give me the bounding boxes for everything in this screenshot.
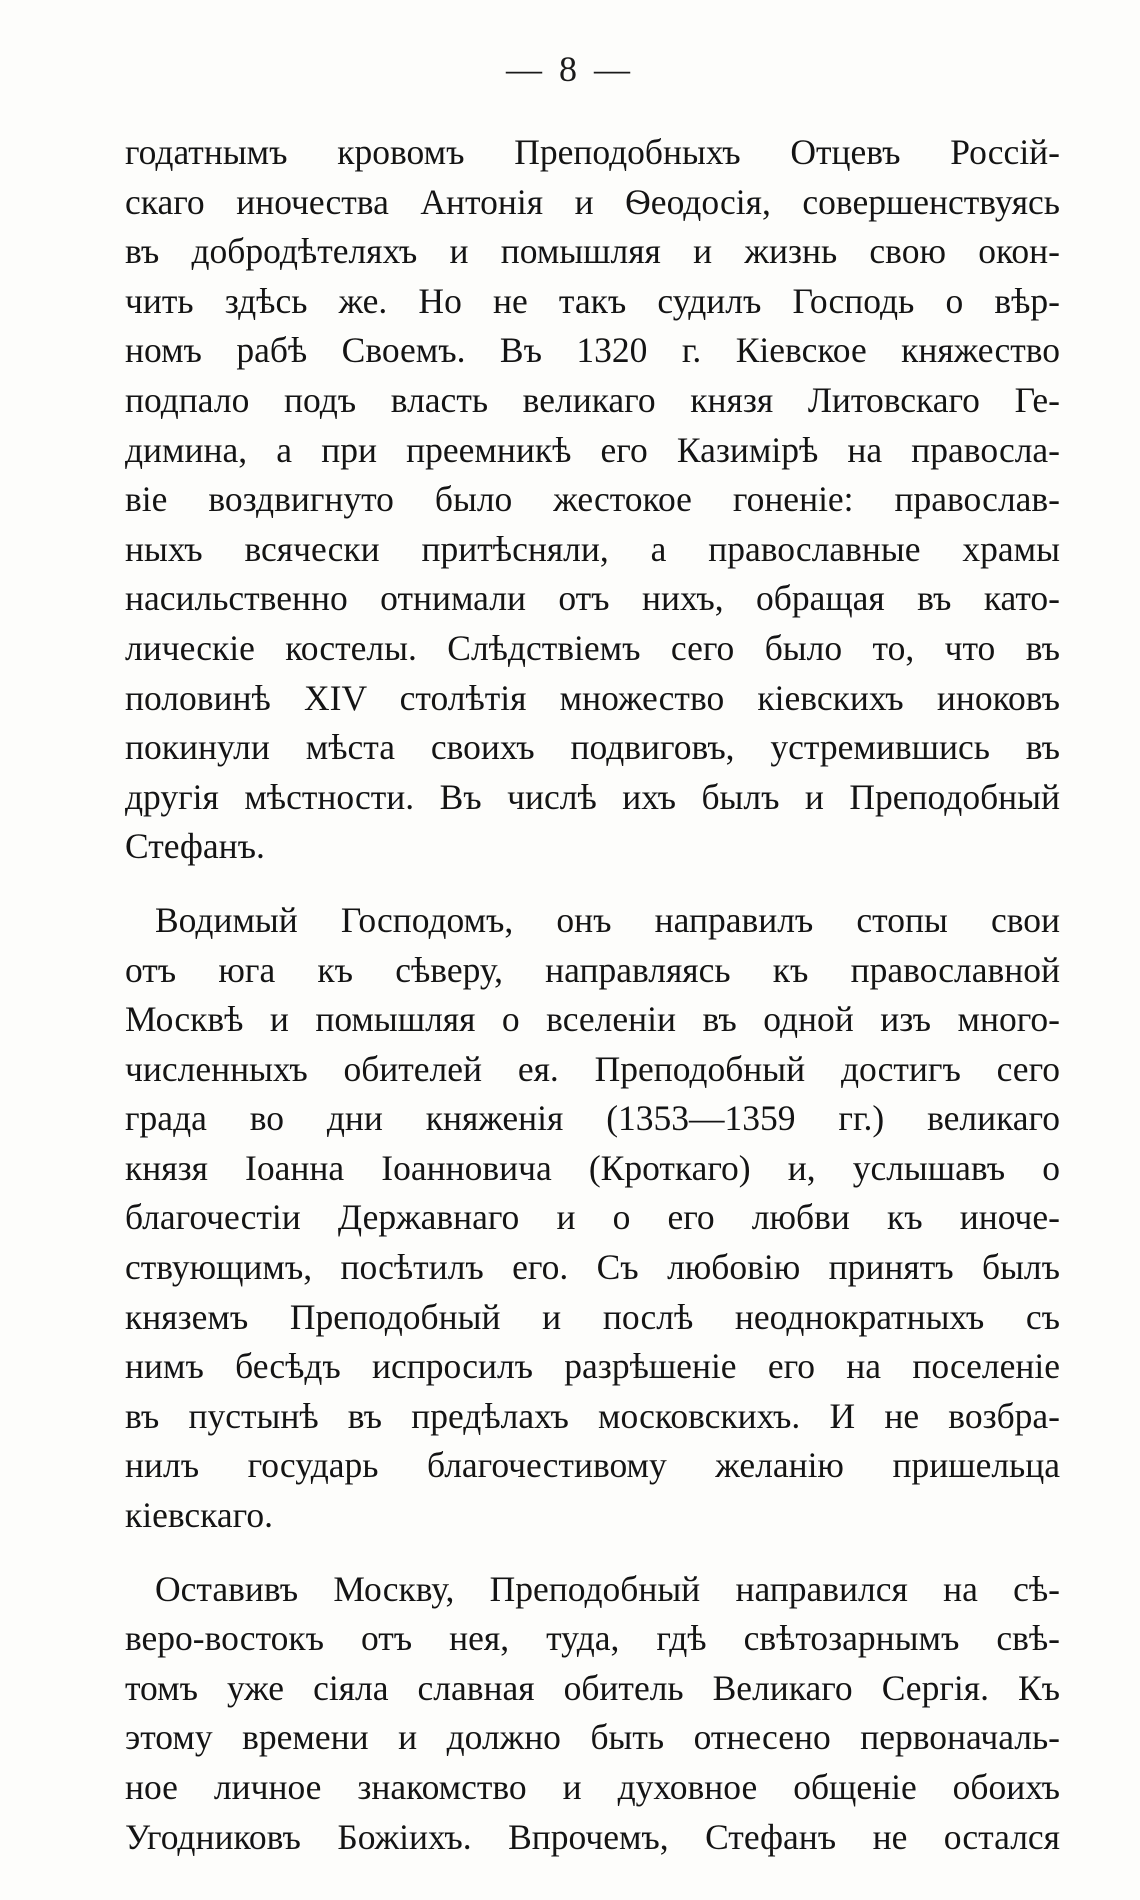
text-line: княземъ Преподобный и послѣ неоднократныхъ съ — [125, 1296, 1060, 1337]
text-line: въ пустынѣ въ предѣлахъ московскихъ. И не возбра- — [125, 1395, 1060, 1436]
paragraph-2 — [125, 896, 1060, 1541]
text-line: насильственно отнимали отъ нихъ, обращая въ като- — [125, 578, 1060, 619]
text-line: Водимый Господомъ, онъ направилъ стопы свои — [155, 899, 1060, 940]
text-line: Оставивъ Москву, Преподобный направился на сѣ- — [155, 1568, 1060, 1609]
text-line: чить здѣсь же. Но не такъ судилъ Господь о вѣр- — [125, 280, 1060, 321]
text-line: нимъ бесѣдъ испросилъ разрѣшеніе его на поселеніе — [125, 1346, 1060, 1387]
text-line: Москвѣ и помышляя о вселеніи въ одной изъ много- — [125, 999, 1060, 1040]
paragraph-3 — [125, 1565, 1060, 1863]
text-line: града во дни княженія (1353—1359 гг.) великаго — [125, 1098, 1060, 1139]
text-line: другія мѣстности. Въ числѣ ихъ былъ и Преподобный — [125, 776, 1060, 817]
text-line: князя Іоанна Іоанновича (Кроткаго) и, услышавъ о — [125, 1147, 1060, 1188]
text-line: годатнымъ кровомъ Преподобныхъ Отцевъ Россій- — [125, 132, 1060, 172]
text-line: половинѣ XIV столѣтія множество кіевскихъ иноковъ — [125, 677, 1060, 718]
text-line: віе воздвигнуто было жестокое гоненіе: православ- — [125, 479, 1060, 520]
text-line: Угодниковъ Божіихъ. Впрочемъ, Стефанъ не остался — [125, 1816, 1060, 1857]
text-line: кіевскаго. — [125, 1495, 273, 1536]
text-line: нилъ государь благочестивому желанію пришельца — [125, 1445, 1060, 1486]
text-line: въ добродѣтеляхъ и помышляя и жизнь свою окон- — [125, 231, 1060, 272]
text-line: томъ уже сіяла славная обитель Великаго Сергія. Къ — [125, 1667, 1060, 1708]
text-line: димина, а при преемникѣ его Казимірѣ на правосла- — [125, 429, 1060, 470]
body-text — [125, 128, 1060, 1886]
text-line: номъ рабѣ Своемъ. Въ 1320 г. Кіевское княжество — [125, 330, 1060, 371]
paragraph-1 — [125, 128, 1060, 872]
text-line: отъ юга къ сѣверу, направляясь къ православной — [125, 949, 1060, 990]
text-line: численныхъ обителей ея. Преподобный достигъ сего — [125, 1048, 1060, 1089]
text-line: этому времени и должно быть отнесено первоначаль- — [125, 1717, 1060, 1758]
text-line: скаго иночества Антонія и Ѳеодосія, совершенствуясь — [125, 181, 1060, 222]
text-line: подпало подъ власть великаго князя Литовскаго Ге- — [125, 379, 1060, 420]
text-line: ныхъ всячески притѣсняли, а православные храмы — [125, 528, 1060, 569]
page-number: — 8 — — [506, 49, 634, 89]
text-line: Стефанъ. — [125, 826, 265, 867]
text-line: ствующимъ, посѣтилъ его. Съ любовію принятъ былъ — [125, 1247, 1060, 1288]
text-line: лическіе костелы. Слѣдствіемъ сего было то, что въ — [125, 627, 1060, 668]
text-line: веро-востокъ отъ нея, туда, гдѣ свѣтозарнымъ свѣ- — [125, 1618, 1060, 1659]
text-line: покинули мѣста своихъ подвиговъ, устремившись въ — [125, 727, 1060, 768]
text-line: ное личное знакомство и духовное общеніе обоихъ — [125, 1767, 1060, 1807]
text-line: благочестіи Державнаго и о его любви къ иноче- — [125, 1197, 1060, 1238]
